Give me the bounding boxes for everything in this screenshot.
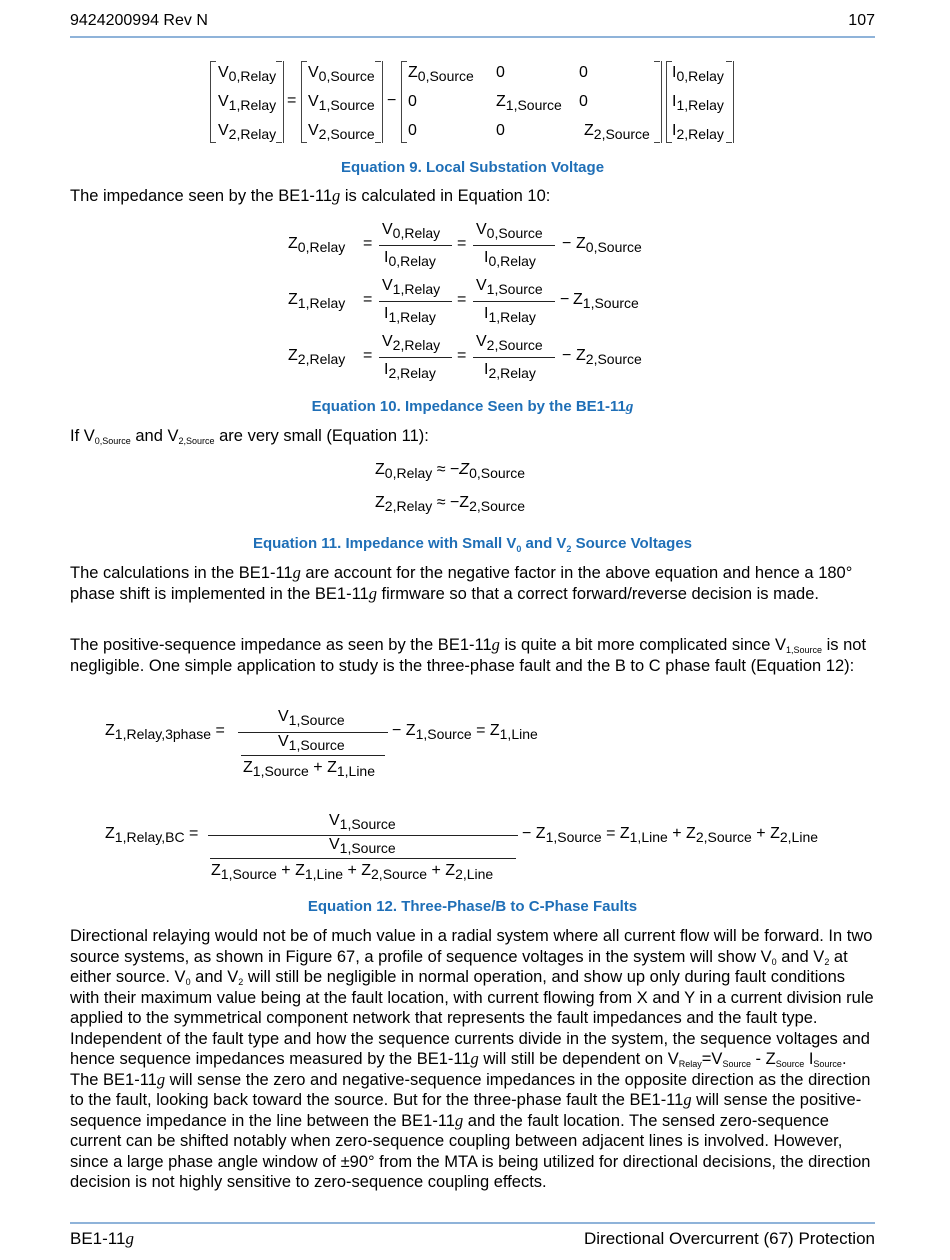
eq10-row1-den1: $I_{1,Relay}$ [384, 305, 436, 325]
source-v0: $V_{0,Source}$ [308, 64, 375, 84]
eq10-z1-lhs: $Z_{1,Relay}$ [288, 291, 346, 311]
eq10-row1-num2: $V_{1,Source}$ [476, 277, 543, 297]
current-i1: $I_{1,Relay}$ [672, 93, 724, 113]
lhs-v0: $V_{0,Relay}$ [218, 64, 277, 84]
page-header [70, 12, 875, 38]
equation-9-caption: Equation 9. Local Substation Voltage [340, 159, 605, 176]
z-matrix-r0c1: 0 [496, 64, 505, 81]
eq10-row0-num2: $V_{0,Source}$ [476, 221, 543, 241]
equation-11-caption: Equation 11. Impedance with Small $V_0$ and $V_2$ Source Voltages [252, 535, 693, 554]
current-i0: $I_{0,Relay}$ [672, 64, 724, 84]
eq10-z0-lhs: $Z_{0,Relay}$ [288, 235, 346, 255]
page-number: 107 [848, 12, 875, 29]
eq10-row0-num1: $V_{0,Relay}$ [382, 221, 441, 241]
equation-12-caption: Equation 12. Three-Phase/B to C-Phase Faults [307, 898, 638, 915]
eq10-row0-den1: $I_{0,Relay}$ [384, 249, 436, 269]
equals-sign: = [287, 92, 297, 109]
z-matrix-r2c0: 0 [408, 122, 417, 139]
paragraph-directional-relaying: Directional relaying would not be of much value in a radial system where all current flow will be forward. In two source systems, as shown in Figure 67, a profile of sequence voltages in the system will show $V_0$ and $V_2$ at either source. $V_0$ and $V_2$ will still be negligible in normal operation, and show up only during fault conditions with their maximum value being at the fault location, with current flowing from X and Y in a current division rule applied to the symmetrical component network that represents the fault impedances and the fault type. Independent of the fault type and how the sequence currents divide in the system, the sequence voltages and hence sequence impedances measured by the BE1-11g will still be dependent on $V_{Relay}=V_{Source} - Z_{Source}$ $I_{Source}$. The BE1-11g will sense the zero and negative-sequence impedances in the opposite direction as the direction to the fault, looking back toward the source. But for the three-phase fault the BE1-11g will sense the positive-sequence impedance in the line between the BE1-11g and the fault location. The sensed zero-sequence current can be shifted notably when zero-sequence coupling between adjacent lines is involved. However, since a large phase angle window of ±90° from the MTA is being utilized for directional decisions, the direction decision is not highly sensitive to zero-sequence coupling effects. [70, 927, 874, 1191]
paragraph-positive-sequence: The positive-sequence impedance as seen by the BE1-11g is quite a bit more complicated since $V_{1,Source}$ is not negligible. One simple application to study is the three-phase fault and the B to C phase fault (Equation 12): [70, 635, 867, 675]
z-matrix-r0c0: $Z_{0,Source}$ [408, 64, 474, 84]
z-matrix-r0c2: 0 [579, 64, 588, 81]
eq10-z2-lhs: $Z_{2,Relay}$ [288, 347, 346, 367]
eq10-row2-den2: $I_{2,Relay}$ [484, 361, 536, 381]
z-matrix-r2c1: 0 [496, 122, 505, 139]
source-v1: $V_{1,Source}$ [308, 93, 375, 113]
eq10-row2-tail: $Z_{2,Source}$ [576, 347, 642, 367]
z-matrix-r1c0: 0 [408, 93, 417, 110]
eq11-row0: $Z_{0,Relay} \approx -Z_{0,Source}$ [375, 461, 526, 481]
z-matrix-r1c1: $Z_{1,Source}$ [496, 93, 562, 113]
paragraph-impedance-intro: The impedance seen by the BE1-11g is calculated in Equation 10: [70, 186, 551, 205]
document-number: 9424200994 Rev N [70, 12, 208, 29]
z-matrix-r1c2: 0 [579, 93, 588, 110]
eq11-row1: $Z_{2,Relay} \approx -Z_{2,Source}$ [375, 494, 526, 514]
source-v2: $V_{2,Source}$ [308, 122, 375, 142]
product-name: BE1-11g [70, 1229, 134, 1248]
eq10-equals: = [363, 235, 373, 252]
minus-sign: − [387, 92, 397, 109]
section-title: Directional Overcurrent (67) Protection [583, 1229, 875, 1248]
eq10-row0-tail: $Z_{0,Source}$ [576, 235, 642, 255]
z-matrix-r2c2: $Z_{2,Source}$ [584, 122, 650, 142]
eq10-row2-num2: $V_{2,Source}$ [476, 333, 543, 353]
equation-10-caption: Equation 10. Impedance Seen by the BE1-11g [311, 398, 634, 415]
eq10-row0-den2: $I_{0,Relay}$ [484, 249, 536, 269]
paragraph-small-source: If $V_{0,Source}$ and $V_{2,Source}$ are very small (Equation 11): [70, 427, 429, 446]
eq10-row1-num1: $V_{1,Relay}$ [382, 277, 441, 297]
eq10-row1-tail: $Z_{1,Source}$ [573, 291, 639, 311]
eq10-row2-num1: $V_{2,Relay}$ [382, 333, 441, 353]
page-footer [70, 1222, 875, 1250]
lhs-v2: $V_{2,Relay}$ [218, 122, 277, 142]
paragraph-phase-shift: The calculations in the BE1-11g are account for the negative factor in the above equation and hence a 180° phase shift is implemented in the BE1-11g firmware so that a correct forward/reverse decision is made. [70, 563, 853, 603]
current-i2: $I_{2,Relay}$ [672, 122, 724, 142]
eq10-row2-den1: $I_{2,Relay}$ [384, 361, 436, 381]
eq10-row1-den2: $I_{1,Relay}$ [484, 305, 536, 325]
lhs-v1: $V_{1,Relay}$ [218, 93, 277, 113]
